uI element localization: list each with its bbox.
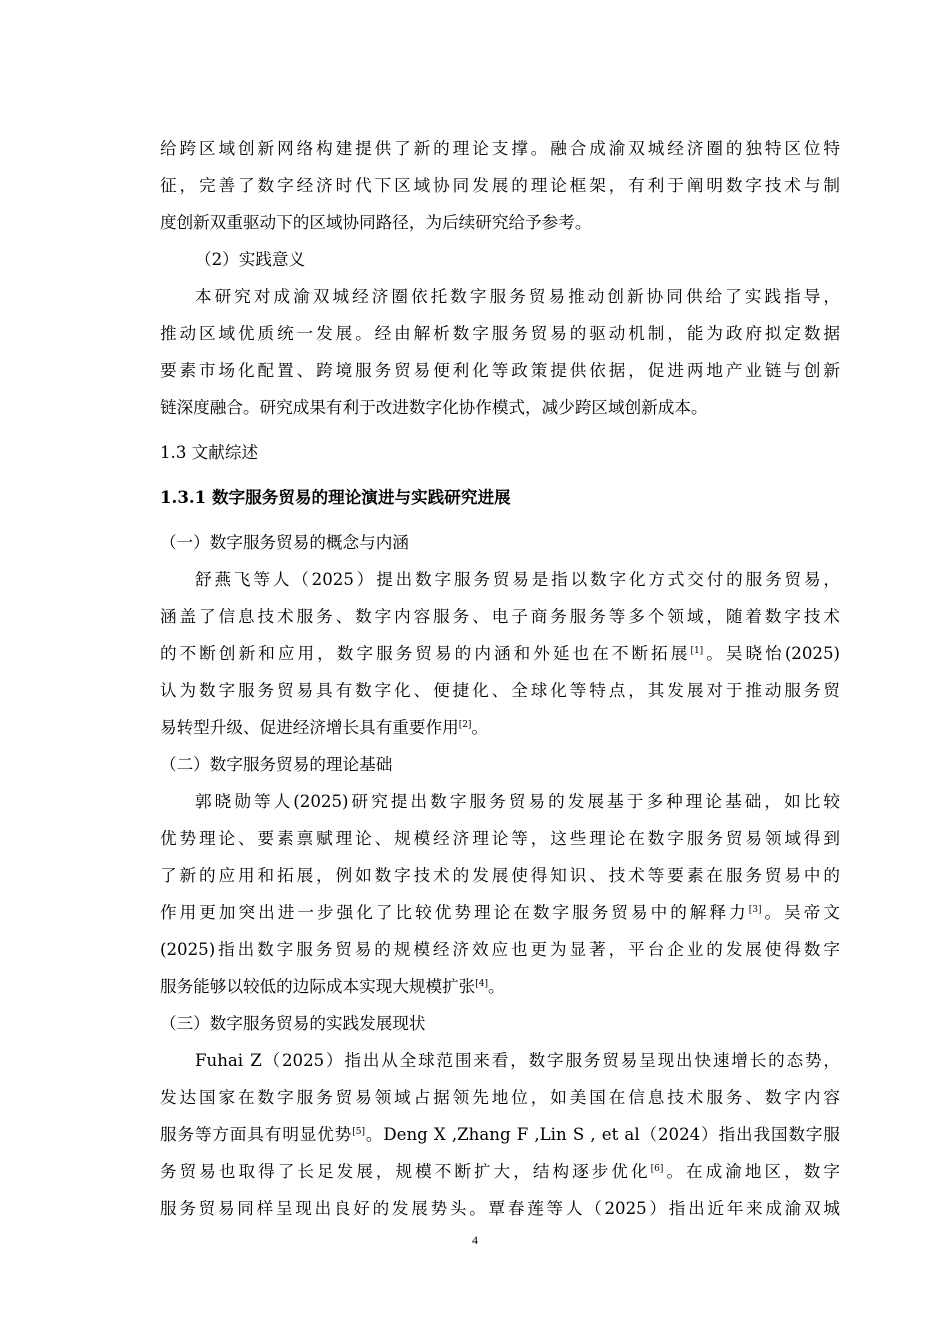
text-line: 本研究对成渝双城经济圈依托数字服务贸易推动创新协同供给了实践指导， xyxy=(195,287,840,306)
text-line: 郭晓勋等人(2025)研究提出数字服务贸易的发展基于多种理论基础，如比较 xyxy=(195,792,840,811)
subsection-title-1: （一）数字服务贸易的概念与内涵 xyxy=(160,533,409,552)
text-line: 作用更加突出进一步强化了比较优势理论在数字服务贸易中的解释力[3]。吴帝文 xyxy=(160,903,840,922)
text-line: 要素市场化配置、跨境服务贸易便利化等政策提供依据，促进两地产业链与创新 xyxy=(160,361,840,380)
text-line: 了新的应用和拓展，例如数字技术的发展使得知识、技术等要素在服务贸易中的 xyxy=(160,866,840,885)
text-line: 舒燕飞等人（2025）提出数字服务贸易是指以数字化方式交付的服务贸易， xyxy=(195,570,840,589)
text-line: 认为数字服务贸易具有数字化、便捷化、全球化等特点，其发展对于推动服务贸 xyxy=(160,681,840,700)
text-line: 务贸易也取得了长足发展，规模不断扩大，结构逐步优化[6]。在成渝地区，数字 xyxy=(160,1162,840,1181)
paragraph-concept xyxy=(160,561,840,746)
text-line: Fuhai Z（2025）指出从全球范围来看，数字服务贸易呈现出快速增长的态势， xyxy=(195,1051,840,1070)
text-line: 易转型升级、促进经济增长具有重要作用[2]。 xyxy=(160,718,489,737)
citation-1[interactable]: [1] xyxy=(690,646,704,656)
text-line: 推动区域优质统一发展。经由解析数字服务贸易的驱动机制，能为政府拟定数据 xyxy=(160,324,840,343)
citation-4[interactable]: [4] xyxy=(475,979,489,989)
citation-5[interactable]: [5] xyxy=(352,1127,365,1137)
text-line: 征，完善了数字经济时代下区域协同发展的理论框架，有利于阐明数字技术与制 xyxy=(160,176,840,195)
text-line: 链深度融合。研究成果有利于改进数字化协作模式，减少跨区域创新成本。 xyxy=(160,398,708,417)
paragraph-intro xyxy=(160,130,840,241)
text-line: 度创新双重驱动下的区域协同路径，为后续研究给予参考。 xyxy=(160,213,592,232)
text-line: 涵盖了信息技术服务、数字内容服务、电子商务服务等多个领域，随着数字技术 xyxy=(160,607,840,626)
paragraph-practical xyxy=(160,278,840,426)
text-line: 给跨区域创新网络构建提供了新的理论支撑。融合成渝双城经济圈的独特区位特 xyxy=(160,139,840,158)
text-line: 服务等方面具有明显优势[5]。Deng X ,Zhang F ,Lin S , et al（2024）指出我国数字服 xyxy=(160,1125,840,1144)
citation-2[interactable]: [2] xyxy=(458,720,472,730)
paragraph-theory xyxy=(160,783,840,1005)
paragraph-practice xyxy=(160,1042,840,1227)
subsection-title-3: （三）数字服务贸易的实践发展现状 xyxy=(160,1014,426,1033)
section-heading-1-3: 1.3 文献综述 xyxy=(160,443,259,462)
text-line: 服务贸易同样呈现出良好的发展势头。覃春莲等人（2025）指出近年来成渝双城 xyxy=(160,1199,840,1218)
citation-6[interactable]: [6] xyxy=(650,1164,664,1174)
citation-3[interactable]: [3] xyxy=(748,905,762,915)
subsection-title-2: （二）数字服务贸易的理论基础 xyxy=(160,755,393,774)
page-number: 4 xyxy=(472,1233,478,1247)
section-heading-1-3-1: 1.3.1 数字服务贸易的理论演进与实践研究进展 xyxy=(160,487,511,507)
text-line: 服务能够以较低的边际成本实现大规模扩张[4]。 xyxy=(160,977,505,996)
text-line: 的不断创新和应用，数字服务贸易的内涵和外延也在不断拓展[1]。吴晓怡(2025) xyxy=(160,644,840,663)
text-line: 优势理论、要素禀赋理论、规模经济理论等，这些理论在数字服务贸易领域得到 xyxy=(160,829,840,848)
text-line: (2025)指出数字服务贸易的规模经济效应也更为显著，平台企业的发展使得数字 xyxy=(160,940,840,959)
document-body xyxy=(160,130,840,1227)
text-line: 发达国家在数字服务贸易领域占据领先地位，如美国在信息技术服务、数字内容 xyxy=(160,1088,840,1107)
practical-heading: （2）实践意义 xyxy=(195,250,306,269)
